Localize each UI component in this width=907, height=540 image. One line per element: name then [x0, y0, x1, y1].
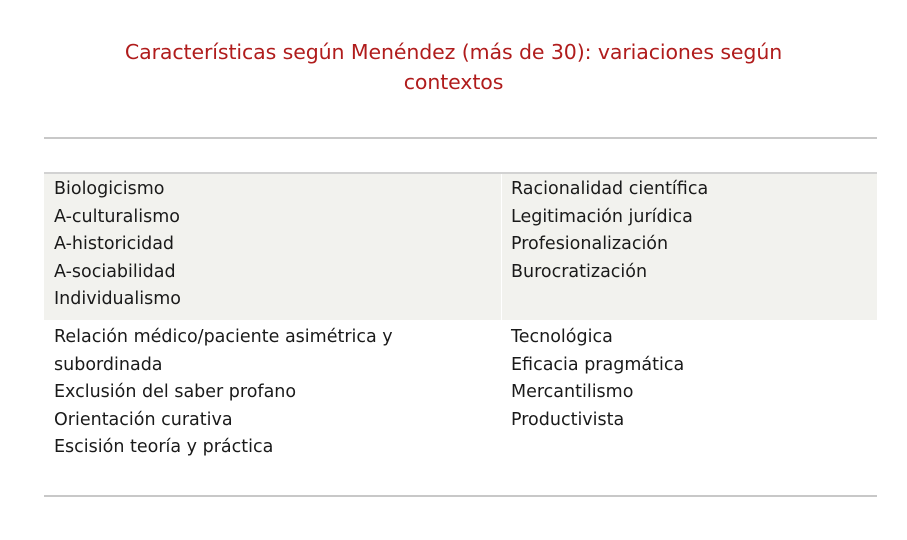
list-item: Orientación curativa	[54, 409, 233, 430]
list-item: Exclusión del saber profano	[54, 382, 297, 402]
list-item: A-culturalismo	[54, 206, 180, 227]
table-cell-right	[501, 174, 877, 320]
list-item: Biologicismo	[54, 179, 165, 199]
list-item: Mercantilismo	[511, 382, 634, 402]
slide-title	[60, 37, 847, 97]
table-row	[44, 174, 877, 320]
list-item: Relación médico/paciente asimétrica y	[54, 327, 393, 347]
list-item: Individualismo	[54, 289, 181, 309]
table-bottom-rule	[44, 495, 877, 497]
list-item: Racionalidad científica	[511, 179, 709, 199]
list-item: Escisión teoría y práctica	[54, 437, 274, 457]
list-item: A-sociabilidad	[54, 261, 176, 282]
table-cell-right	[501, 320, 877, 495]
list-item: subordinada	[54, 354, 163, 375]
list-item: Tecnológica	[511, 327, 613, 347]
list-item: A-historicidad	[54, 234, 175, 254]
list-item: Productivista	[511, 409, 625, 430]
table-top-rule	[44, 137, 877, 139]
slide-title-line-2: contextos	[403, 70, 504, 94]
list-item: Legitimación jurídica	[511, 206, 693, 227]
list-item: Eficacia pragmática	[511, 354, 685, 375]
table-cell-left	[44, 174, 501, 320]
slide-title-line-1: Características según Menéndez (más de 30): variaciones según	[124, 40, 783, 64]
list-item: Profesionalización	[511, 234, 669, 254]
table-cell-left	[44, 320, 501, 495]
table-row	[44, 320, 877, 495]
list-item: Burocratización	[511, 261, 648, 282]
